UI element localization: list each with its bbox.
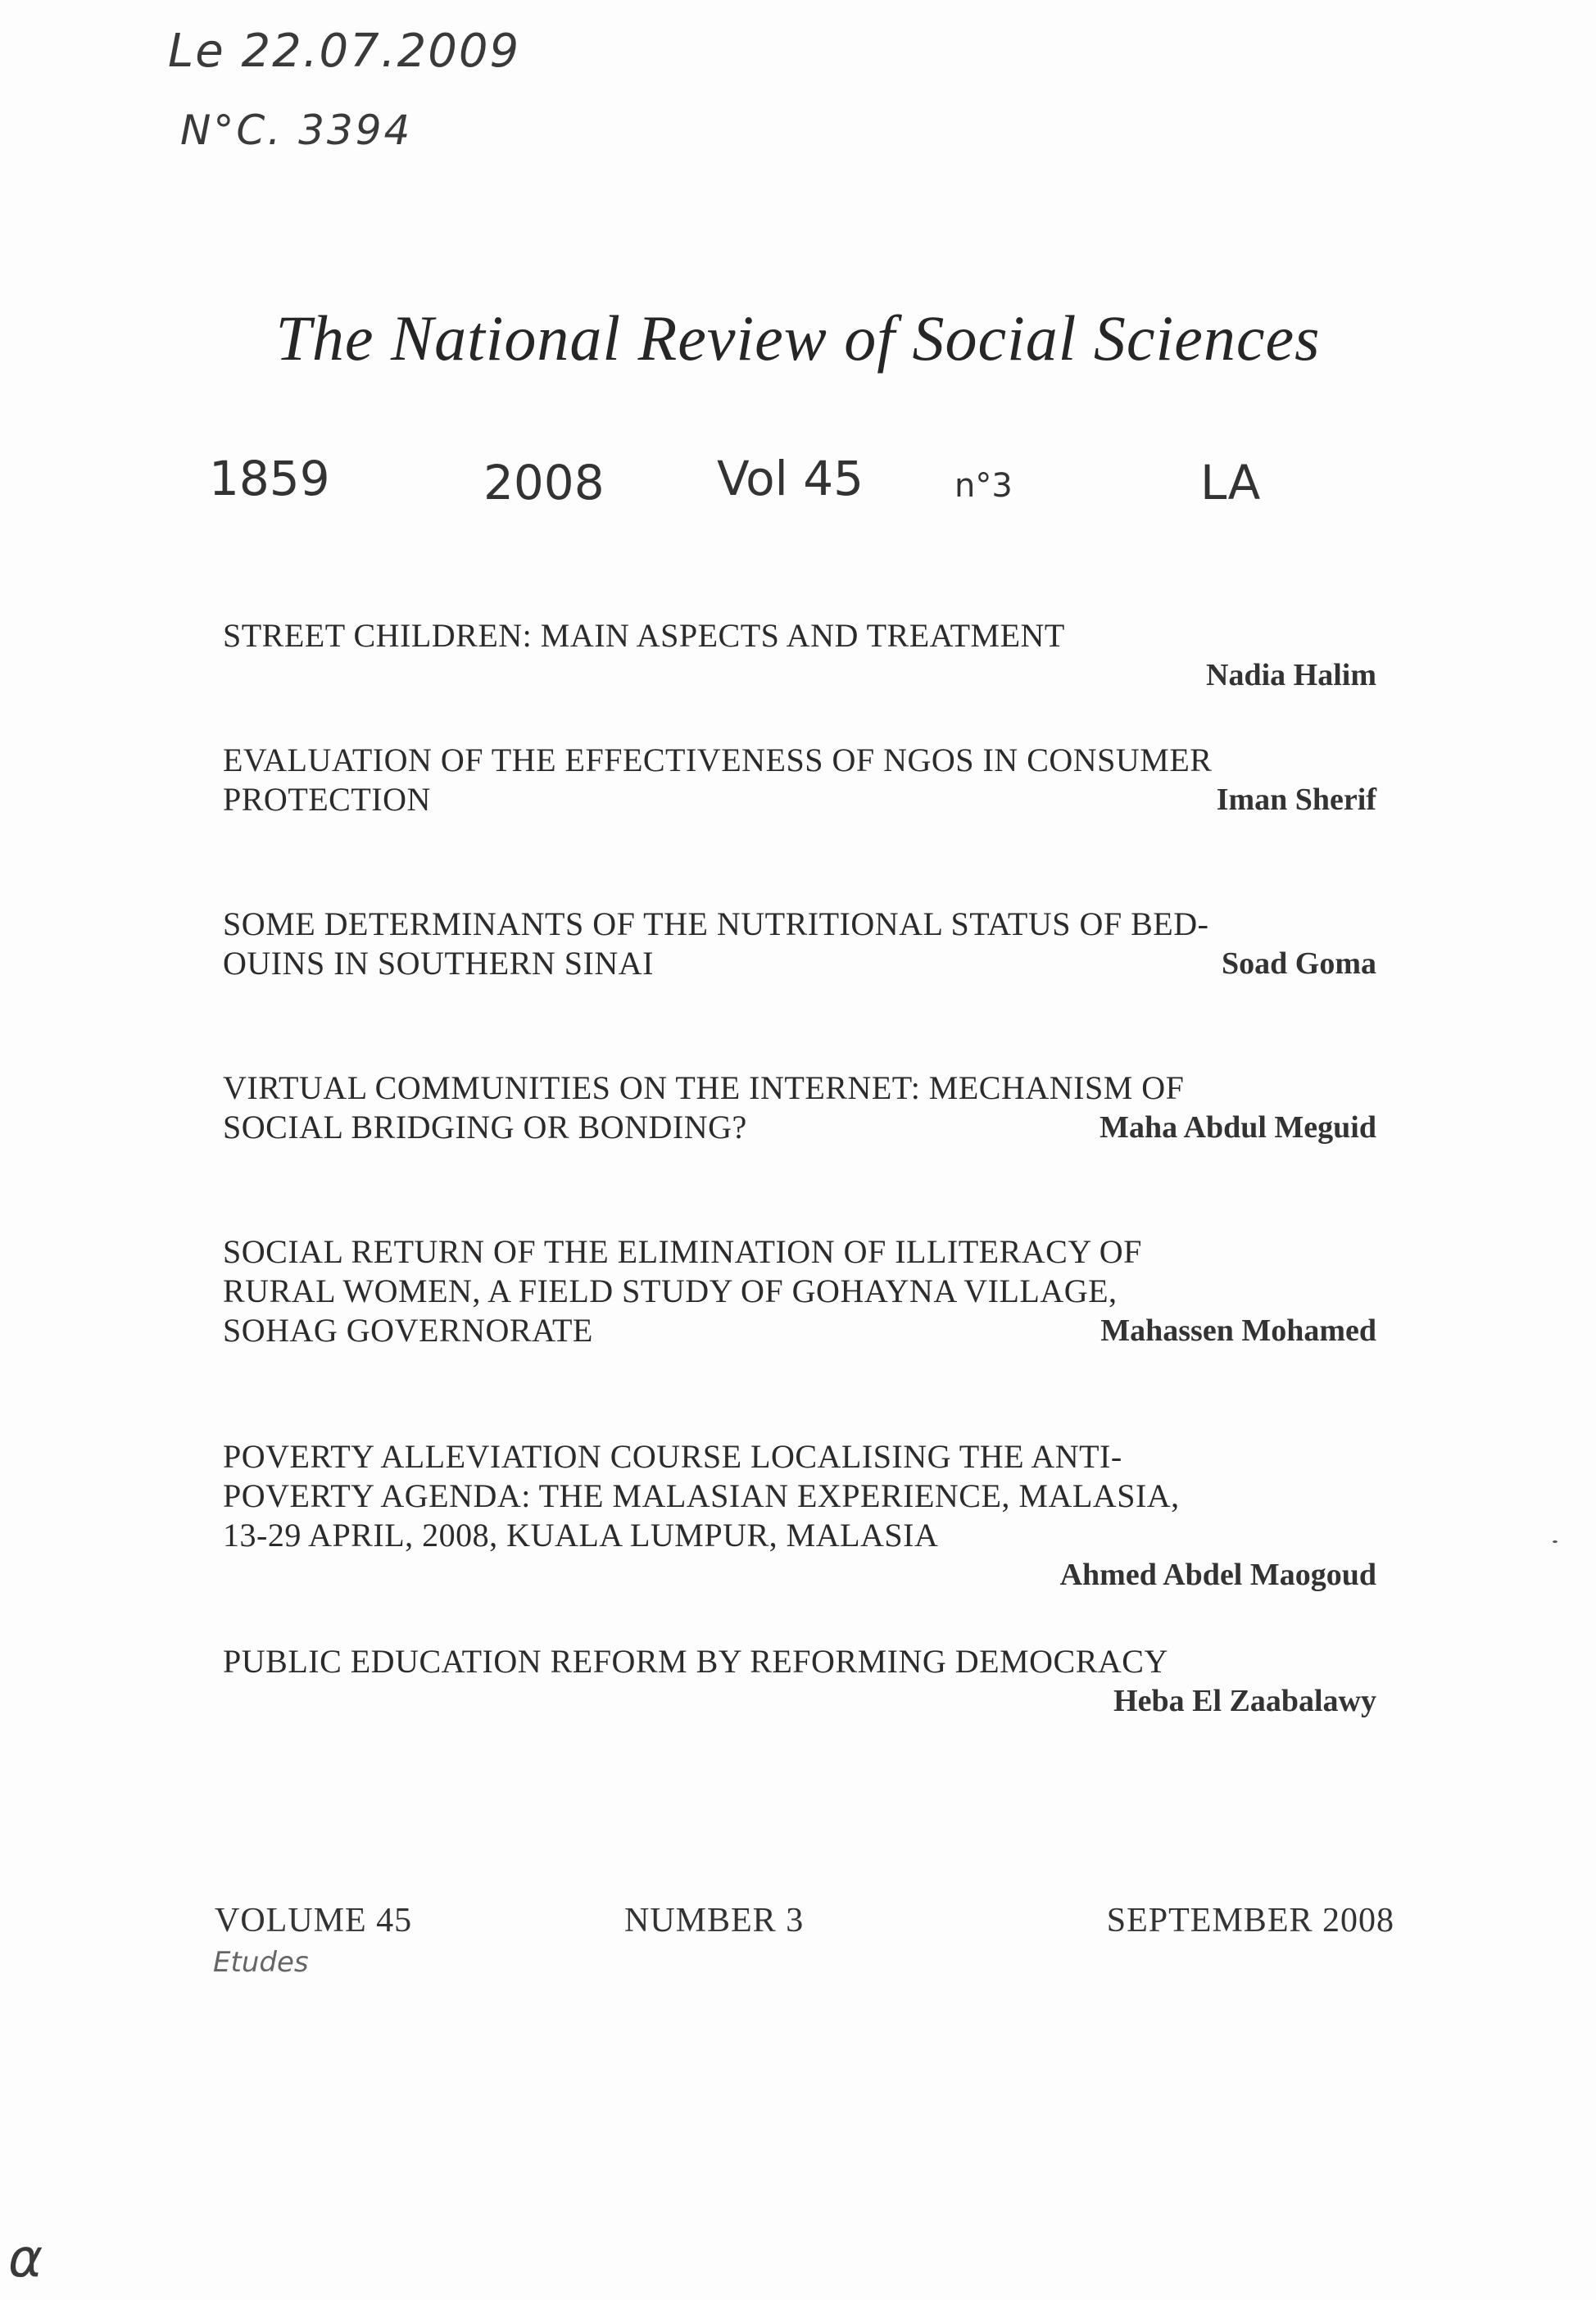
article-entry (223, 616, 1376, 695)
scan-speck (1553, 1540, 1557, 1543)
article-author: Heba El Zaabalawy (1113, 1684, 1376, 1718)
handwritten-date: Le 22.07.2009 (168, 25, 521, 78)
handwritten-catalog-number: N°C. 3394 (180, 107, 413, 154)
issue-date: SEPTEMBER 2008 (1106, 1902, 1394, 1939)
article-entry (223, 741, 1376, 819)
volume-label: VOLUME 45 (215, 1902, 413, 1939)
handwritten-shelfmark-3: Vol 45 (717, 451, 864, 506)
handwritten-note: Etudes (213, 1946, 309, 1979)
article-author: Iman Sherif (1216, 783, 1376, 817)
article-title: PUBLIC EDUCATION REFORM BY REFORMING DEMOCRACY (223, 1643, 1168, 1680)
article-title: VIRTUAL COMMUNITIES ON THE INTERNET: MECHANISM OF SOCIAL BRIDGING OR BONDING? (223, 1069, 1185, 1145)
handwritten-shelfmark-5: LA (1200, 455, 1261, 510)
handwritten-shelfmark-4: n°3 (954, 467, 1013, 505)
article-author: Nadia Halim (1206, 658, 1376, 692)
number-label: NUMBER 3 (624, 1902, 805, 1939)
article-author: Ahmed Abdel Maogoud (1059, 1558, 1376, 1592)
article-entry (223, 1642, 1376, 1721)
issue-footer (215, 1901, 1394, 1950)
journal-title: The National Review of Social Sciences (275, 302, 1321, 374)
handwritten-shelfmark-row (0, 434, 1596, 533)
handwritten-shelfmark-2: 2008 (483, 455, 605, 510)
article-author: Soad Goma (1222, 946, 1376, 981)
handwritten-shelfmark-1: 1859 (209, 451, 330, 506)
article-author: Mahassen Mohamed (1100, 1313, 1376, 1348)
article-entry (223, 1068, 1376, 1147)
article-entry (223, 905, 1376, 983)
article-title: EVALUATION OF THE EFFECTIVENESS OF NGOS IN CONSUMER PROTECTION (223, 742, 1213, 818)
article-author: Maha Abdul Meguid (1100, 1110, 1376, 1145)
article-title: STREET CHILDREN: MAIN ASPECTS AND TREATMENT (223, 617, 1065, 654)
article-title: SOCIAL RETURN OF THE ELIMINATION OF ILLITERACY OF RURAL WOMEN, A FIELD STUDY OF GOHAYNA VILLAGE, SOHAG GOVERNORATE (223, 1233, 1142, 1349)
article-title: POVERTY ALLEVIATION COURSE LOCALISING THE ANTI- POVERTY AGENDA: THE MALASIAN EXPERIENCE, MALASIA, 13-29 APRIL, 2008, KUALA LUMPUR, MALASIA (223, 1438, 1180, 1554)
article-entry (223, 1437, 1376, 1595)
article-entry (223, 1232, 1376, 1350)
article-title: SOME DETERMINANTS OF THE NUTRITIONAL STATUS OF BED- OUINS IN SOUTHERN SINAI (223, 905, 1209, 982)
handwritten-corner-mark: α (8, 2229, 43, 2289)
